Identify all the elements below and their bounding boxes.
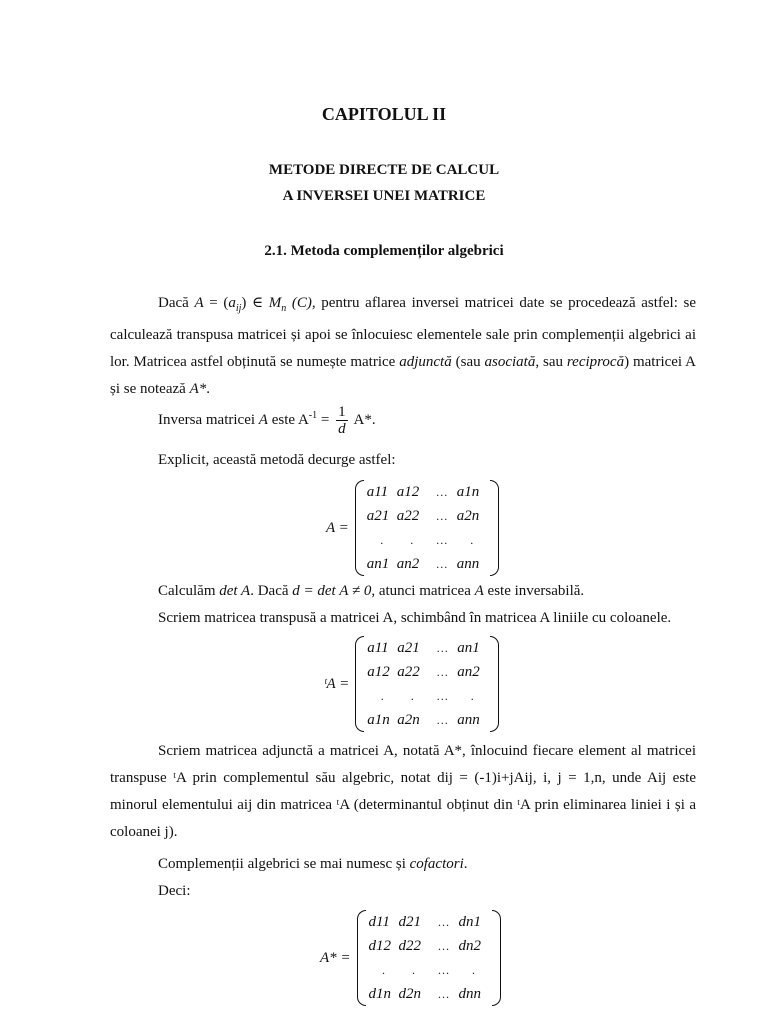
matrix-cell: . (382, 963, 386, 977)
matrix-cell: . (410, 689, 414, 703)
matrix-cell: ann (457, 712, 480, 728)
chapter-subtitle-line1: METODE DIRECTE DE CALCUL (268, 162, 500, 178)
matrix-cell: d1n (368, 986, 392, 1002)
matrix-cell: d2n (398, 986, 422, 1002)
section-heading: 2.1. Metoda complemenților algebrici (264, 243, 504, 259)
matrix-cell: … (436, 665, 449, 679)
matrix-cell: dn2 (458, 938, 482, 954)
matrix-adjunct (320, 910, 501, 1006)
matrix-cell: a12 (396, 484, 420, 500)
matrix-A-label: A = (326, 519, 349, 536)
matrix-cell: a21 (366, 508, 390, 524)
matrix-cell: . (380, 533, 384, 547)
matrix-cell: an2 (457, 664, 480, 680)
matrix-cell: … (435, 533, 448, 547)
explicit-line: Explicit, această metodă decurge astfel: (158, 452, 396, 468)
matrix-cell: … (435, 509, 448, 523)
matrix-cell: an1 (366, 556, 390, 572)
matrix-cell: a2n (456, 508, 480, 524)
matrix-cell: dn1 (458, 914, 482, 930)
matrix-cell: a12 (367, 664, 390, 680)
matrix-cell: . (410, 533, 414, 547)
matrix-cell: a1n (456, 484, 480, 500)
matrix-cell: . (470, 689, 474, 703)
matrix-cell: a1n (367, 712, 390, 728)
matrix-cell: a11 (367, 640, 389, 656)
matrix-cell: … (437, 915, 450, 929)
matrix-cell: a2n (397, 712, 420, 728)
matrix-cell: d22 (398, 938, 422, 954)
matrix-cell: … (437, 939, 450, 953)
transpose-line: Scriem matricea transpusă a matricei A, schimbând în matricea A liniile cu coloanele. (158, 610, 672, 626)
matrix-cell: dnn (458, 986, 482, 1002)
matrix-cell: a21 (397, 640, 420, 656)
determinant-line: Calculăm det A. Dacă d = det A ≠ 0, atunci matricea A este inversabilă. (158, 583, 585, 599)
matrix-A (326, 480, 499, 576)
matrix-cell: . (470, 533, 474, 547)
matrix-cell: an2 (396, 556, 420, 572)
cofactor-line: Complemenții algebrici se mai numesc și cofactori. (158, 856, 468, 872)
matrix-cell: … (437, 963, 450, 977)
matrix-cell: … (436, 641, 449, 655)
matrix-cell: d11 (368, 914, 390, 930)
chapter-title: CAPITOLUL II (321, 104, 447, 124)
matrix-cell: … (435, 485, 448, 499)
matrix-transpose (324, 636, 499, 732)
matrix-cell: ann (456, 556, 480, 572)
fraction-one-over-d: $\frac{1}{d}$ (338, 404, 346, 437)
matrix-cell: . (472, 963, 476, 977)
matrix-transpose-label: ᵗA = (324, 675, 350, 692)
inverse-formula-line: Inversa matricei A este $A^{-1}$ = $\frac{1}{d}$ A*. (158, 404, 376, 437)
matrix-cell: . (380, 689, 384, 703)
matrix-cell: d12 (368, 938, 392, 954)
adjunct-paragraph: Scriem matricea adjunctă a matricei A, notată A*, înlocuind fiecare element al matricei transpuse ᵗA prin complementul său algebric, notat dij = (-1)i+jAij, i, j = 1,n, unde Aij este minorul elementului aij din matricea ᵗA (determinantul obținut din ᵗA prin eliminarea liniei i și a coloanei j). (110, 743, 696, 840)
chapter-subtitle-line2: A INVERSEI UNEI MATRICE (282, 188, 486, 204)
matrix-adjunct-label: A* = (320, 949, 351, 966)
matrix-cell: a22 (396, 508, 420, 524)
matrix-cell: d21 (398, 914, 422, 930)
matrix-cell: a11 (366, 484, 389, 500)
matrix-cell: an1 (457, 640, 480, 656)
matrix-cell: . (412, 963, 416, 977)
matrix-cell: a22 (397, 664, 420, 680)
matrix-cell: … (437, 987, 450, 1001)
matrix-cell: … (436, 713, 449, 727)
matrix-cell: … (435, 557, 448, 571)
intro-paragraph: Dacă $A = (a_{ij})$ ∈ $M_n$ (C), pentru aflarea inversei matricei date se procedează astfel: se calculează transpusa matricei și apoi se înlocuiesc elementele sale prin complemenții algebrici ai lor. Matricea astfel obținută se numește matrice adjunctă (sau asociată, sau reciprocă) matricei A și se notează A*. (110, 295, 696, 397)
matrix-cell: … (436, 689, 449, 703)
therefore-line: Deci: (158, 883, 191, 899)
